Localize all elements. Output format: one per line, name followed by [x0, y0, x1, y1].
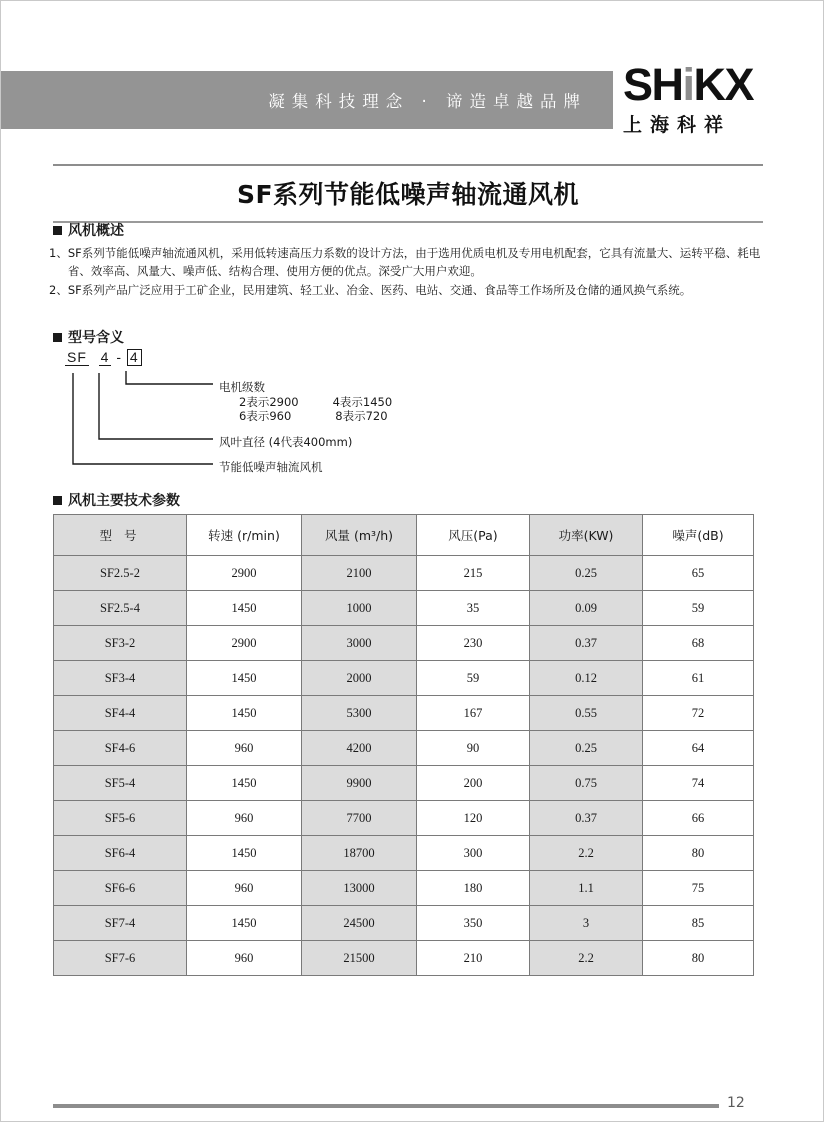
cell-noise: 65: [643, 556, 754, 591]
cell-speed: 2900: [187, 556, 302, 591]
poles-6: 6表示960: [239, 409, 292, 423]
specs-table-body: [54, 556, 754, 976]
overview-item: [49, 281, 779, 299]
cell-power: 0.12: [530, 661, 643, 696]
poles-2: 2表示2900: [239, 395, 299, 409]
cell-model: SF2.5-2: [54, 556, 187, 591]
section-heading-specs-label: 风机主要技术参数: [68, 493, 180, 509]
cell-power: 0.25: [530, 556, 643, 591]
cell-airflow: 1000: [302, 591, 417, 626]
cell-speed: 960: [187, 871, 302, 906]
cell-pressure: 35: [417, 591, 530, 626]
cell-power: 2.2: [530, 836, 643, 871]
cell-pressure: 210: [417, 941, 530, 976]
bullet-square-icon: [53, 333, 62, 342]
cell-power: 0.55: [530, 696, 643, 731]
table-row: [54, 556, 754, 591]
cell-power: 2.2: [530, 941, 643, 976]
model-code-dash: -: [116, 349, 123, 365]
cell-noise: 61: [643, 661, 754, 696]
company-logo: [623, 59, 763, 137]
logo-text-kx: KX: [693, 59, 754, 110]
cell-airflow: 21500: [302, 941, 417, 976]
table-row: [54, 906, 754, 941]
logo-text-sh: SH: [623, 59, 683, 110]
section-heading-overview: [53, 220, 124, 240]
cell-speed: 1450: [187, 661, 302, 696]
specs-table: [53, 514, 754, 976]
table-row: [54, 626, 754, 661]
cell-airflow: 24500: [302, 906, 417, 941]
logo-wordmark: [623, 59, 754, 110]
table-header-row: [54, 515, 754, 556]
section-heading-overview-label: 风机概述: [68, 223, 124, 239]
section-heading-model-label: 型号含义: [68, 330, 124, 346]
cell-speed: 1450: [187, 591, 302, 626]
cell-airflow: 13000: [302, 871, 417, 906]
cell-noise: 80: [643, 836, 754, 871]
table-row: [54, 766, 754, 801]
column-header-airflow: 风量 (m³/h): [302, 515, 417, 556]
cell-model: SF4-4: [54, 696, 187, 731]
table-row: [54, 591, 754, 626]
cell-noise: 72: [643, 696, 754, 731]
overview-text-block: [49, 244, 779, 300]
cell-noise: 75: [643, 871, 754, 906]
specs-table-head: [54, 515, 754, 556]
model-label-series: 节能低噪声轴流风机: [219, 460, 323, 474]
cell-pressure: 215: [417, 556, 530, 591]
model-label-poles: 电机级数: [219, 380, 265, 394]
cell-power: 0.75: [530, 766, 643, 801]
cell-pressure: 350: [417, 906, 530, 941]
column-header-speed: 转速 (r/min): [187, 515, 302, 556]
model-label-diameter: 风叶直径 (4代表400mm): [219, 435, 353, 449]
poles-8: 8表示720: [335, 409, 388, 423]
column-header-noise: 噪声(dB): [643, 515, 754, 556]
bullet-square-icon: [53, 496, 62, 505]
cell-power: 0.37: [530, 626, 643, 661]
cell-airflow: 18700: [302, 836, 417, 871]
cell-noise: 68: [643, 626, 754, 661]
cell-airflow: 4200: [302, 731, 417, 766]
column-header-power: 功率(KW): [530, 515, 643, 556]
logo-chinese-name: 上海科祥: [623, 113, 732, 136]
cell-airflow: 2000: [302, 661, 417, 696]
cell-noise: 64: [643, 731, 754, 766]
cell-model: SF2.5-4: [54, 591, 187, 626]
table-row: [54, 941, 754, 976]
cell-airflow: 7700: [302, 801, 417, 836]
page-number: 12: [727, 1095, 745, 1111]
cell-model: SF5-6: [54, 801, 187, 836]
cell-speed: 2900: [187, 626, 302, 661]
model-code-diameter: 4: [100, 349, 110, 365]
cell-model: SF7-4: [54, 906, 187, 941]
cell-model: SF6-4: [54, 836, 187, 871]
cell-airflow: 3000: [302, 626, 417, 661]
cell-pressure: 90: [417, 731, 530, 766]
cell-pressure: 230: [417, 626, 530, 661]
model-code-diagram: [53, 349, 523, 484]
cell-speed: 1450: [187, 906, 302, 941]
model-code-prefix: SF: [67, 349, 87, 365]
cell-power: 1.1: [530, 871, 643, 906]
column-header-pressure: 风压(Pa): [417, 515, 530, 556]
overview-item-number: 2、: [49, 283, 68, 297]
title-rule-bottom: [53, 221, 763, 223]
cell-airflow: 2100: [302, 556, 417, 591]
cell-speed: 1450: [187, 696, 302, 731]
cell-model: SF3-4: [54, 661, 187, 696]
cell-noise: 66: [643, 801, 754, 836]
logo-text-i: i: [682, 59, 694, 110]
cell-speed: 960: [187, 801, 302, 836]
specs-table-wrap: [53, 514, 753, 976]
cell-airflow: 9900: [302, 766, 417, 801]
table-row: [54, 801, 754, 836]
table-row: [54, 696, 754, 731]
section-heading-specs: [53, 490, 180, 510]
cell-noise: 59: [643, 591, 754, 626]
overview-item-text: SF系列产品广泛应用于工矿企业，民用建筑、轻工业、冶金、医药、电站、交通、食品等工作场所及仓储的通风换气系统。: [67, 283, 692, 297]
title-block: [53, 164, 763, 223]
cell-model: SF7-6: [54, 941, 187, 976]
overview-item-number: 1、: [49, 246, 68, 260]
cell-pressure: 300: [417, 836, 530, 871]
cell-pressure: 200: [417, 766, 530, 801]
model-label-poles-row2: [239, 408, 388, 424]
overview-item-text: SF系列节能低噪声轴流通风机，采用低转速高压力系数的设计方法，由于选用优质电机及专用电机配套，它具有流量大、运转平稳、耗电省、效率高、风量大、噪声低、结构合理、使用方便的优点。深受广大用户欢迎。: [67, 246, 761, 278]
cell-power: 0.09: [530, 591, 643, 626]
cell-power: 0.25: [530, 731, 643, 766]
cell-model: SF5-4: [54, 766, 187, 801]
section-heading-model: [53, 327, 124, 347]
table-row: [54, 836, 754, 871]
table-row: [54, 661, 754, 696]
cell-power: 0.37: [530, 801, 643, 836]
cell-speed: 1450: [187, 836, 302, 871]
cell-pressure: 120: [417, 801, 530, 836]
page-title: SF系列节能低噪声轴流通风机: [236, 180, 580, 209]
cell-model: SF3-2: [54, 626, 187, 661]
overview-item: [49, 244, 779, 280]
cell-pressure: 180: [417, 871, 530, 906]
poles-4: 4表示1450: [332, 395, 393, 409]
banner-slogan: 凝集科技理念 · 谛造卓越品牌: [268, 92, 587, 111]
column-header-model: 型 号: [54, 515, 187, 556]
cell-noise: 85: [643, 906, 754, 941]
cell-model: SF6-6: [54, 871, 187, 906]
bullet-square-icon: [53, 226, 62, 235]
cell-model: SF4-6: [54, 731, 187, 766]
top-banner: [1, 71, 613, 129]
cell-speed: 960: [187, 731, 302, 766]
cell-power: 3: [530, 906, 643, 941]
cell-speed: 1450: [187, 766, 302, 801]
cell-pressure: 167: [417, 696, 530, 731]
table-row: [54, 871, 754, 906]
cell-pressure: 59: [417, 661, 530, 696]
cell-noise: 80: [643, 941, 754, 976]
cell-airflow: 5300: [302, 696, 417, 731]
cell-noise: 74: [643, 766, 754, 801]
cell-speed: 960: [187, 941, 302, 976]
footer-rule: [53, 1104, 719, 1108]
table-row: [54, 731, 754, 766]
model-code-poles: 4: [127, 349, 142, 366]
